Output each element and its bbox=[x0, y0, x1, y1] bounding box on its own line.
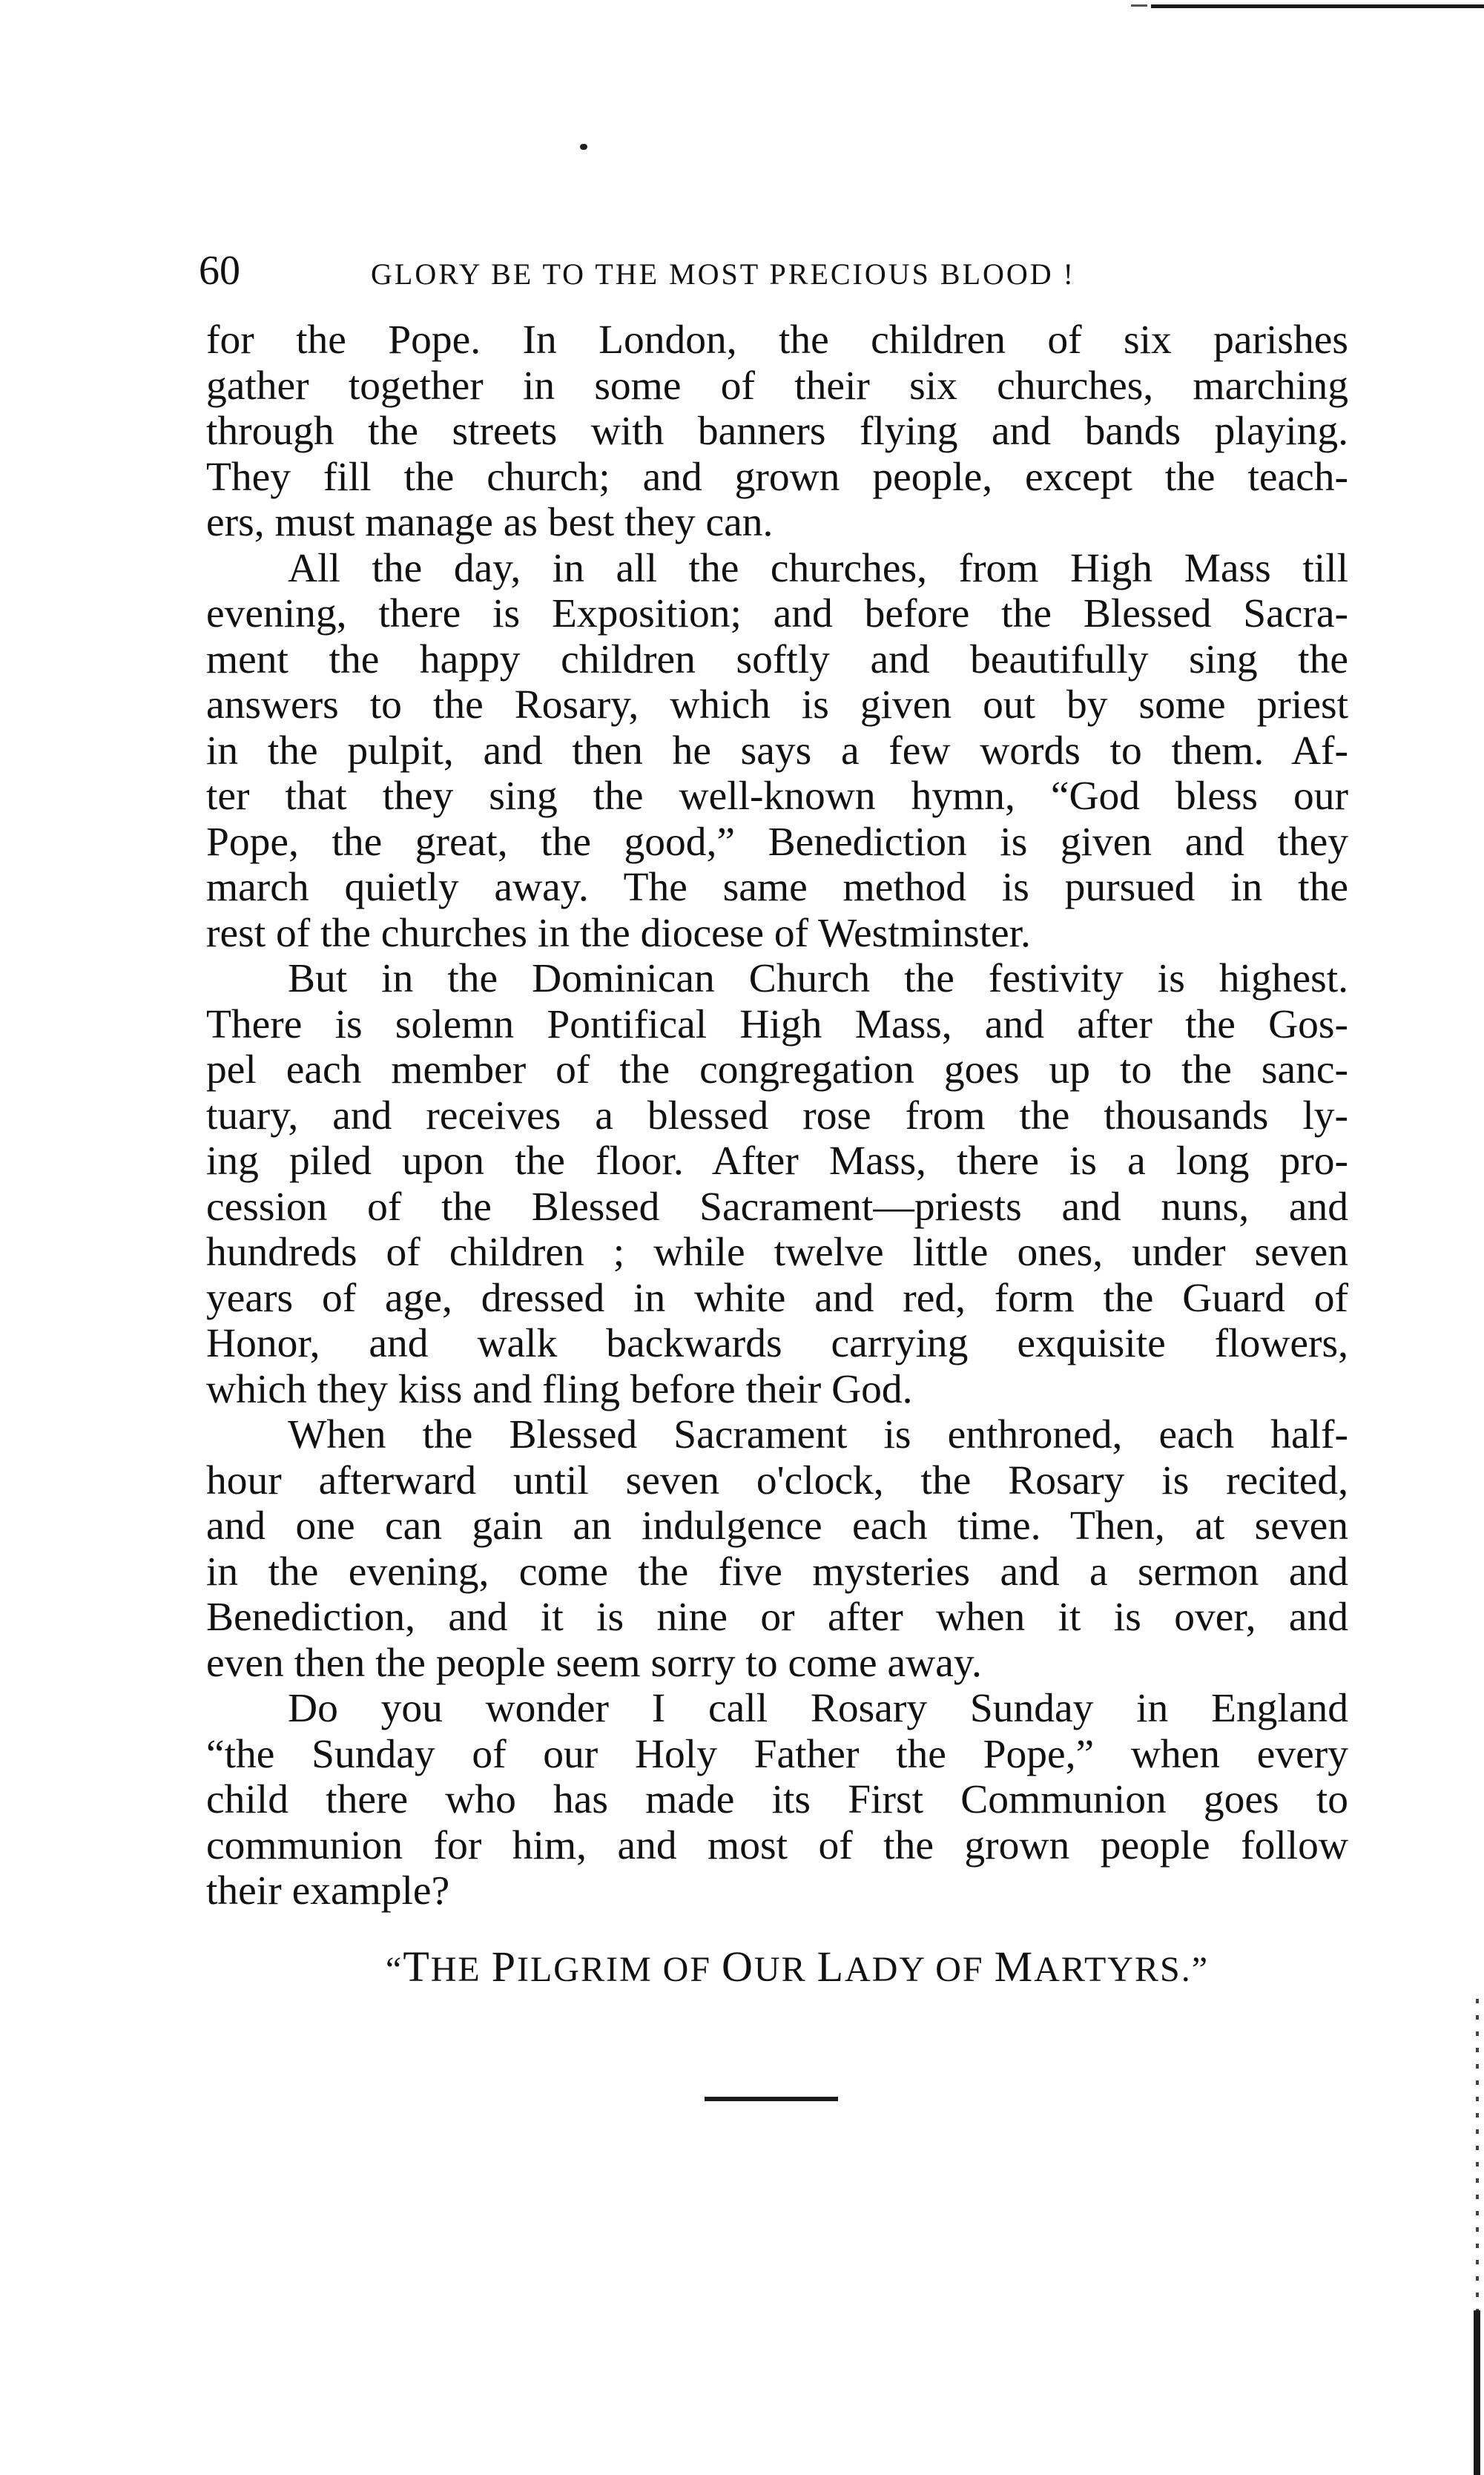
signature-word: ARTYRS bbox=[1034, 1950, 1181, 1989]
text-line: They fill the church; and grown people, except the teach- bbox=[206, 454, 1348, 500]
text-line: ter that they sing the well-known hymn, “God bless our bbox=[206, 774, 1348, 819]
running-title: GLORY BE TO THE MOST PRECIOUS BLOOD ! bbox=[371, 257, 1075, 291]
text-line: pel each member of the congregation goes up to the sanc- bbox=[206, 1047, 1348, 1093]
top-edge-rule bbox=[1151, 4, 1484, 8]
text-line: There is solemn Pontifical High Mass, and after the Gos- bbox=[206, 1001, 1348, 1047]
text-line: which they kiss and fling before their God. bbox=[206, 1366, 913, 1412]
text-line: hour afterward until seven o'clock, the Rosary is recited, bbox=[206, 1457, 1348, 1503]
signature-word: HE bbox=[430, 1950, 481, 1989]
signature-word: OF bbox=[662, 1950, 712, 1989]
signature-open-quote: “ bbox=[386, 1950, 403, 1989]
section-end-rule bbox=[705, 2097, 838, 2101]
page-edge-bar bbox=[1474, 2310, 1480, 2475]
signature-word: OF bbox=[935, 1950, 984, 1989]
signature-initial: T bbox=[403, 1942, 431, 1991]
text-line: answers to the Rosary, which is given out by some priest bbox=[206, 682, 1348, 728]
text-line: Do you wonder I call Rosary Sunday in England bbox=[288, 1686, 1348, 1731]
text-line: gather together in some of their six churches, marching bbox=[206, 363, 1348, 409]
ink-speck bbox=[580, 144, 587, 150]
text-line: ers, must manage as best they can. bbox=[206, 500, 774, 545]
text-line: even then the people seem sorry to come away. bbox=[206, 1640, 982, 1686]
text-line: ment the happy children softly and beautifully sing the bbox=[206, 636, 1348, 682]
signature-initial: L bbox=[817, 1942, 845, 1991]
text-line: But in the Dominican Church the festivity is highest. bbox=[288, 956, 1348, 1001]
text-line: cession of the Blessed Sacrament—priests and nuns, and bbox=[206, 1184, 1348, 1230]
page-edge-dots bbox=[1476, 1999, 1479, 2310]
text-line: “the Sunday of our Holy Father the Pope,” when every bbox=[206, 1731, 1348, 1777]
page-number: 60 bbox=[199, 248, 240, 294]
text-line: their example? bbox=[206, 1868, 450, 1914]
signature-word: UR bbox=[753, 1950, 807, 1989]
signature-close-quote: .” bbox=[1181, 1950, 1209, 1989]
text-line: ing piled upon the floor. After Mass, there is a long pro- bbox=[206, 1138, 1348, 1184]
text-line: for the Pope. In London, the children of six parishes bbox=[206, 317, 1348, 363]
text-line: tuary, and receives a blessed rose from the thousands ly- bbox=[206, 1093, 1348, 1138]
signature-word: ILGRIM bbox=[517, 1950, 653, 1989]
signature-initial: M bbox=[994, 1942, 1035, 1991]
signature-word: ADY bbox=[845, 1950, 926, 1989]
text-line: in the pulpit, and then he says a few words to them. Af- bbox=[206, 728, 1348, 774]
text-line: rest of the churches in the diocese of Westminster. bbox=[206, 910, 1031, 956]
body-text bbox=[206, 317, 1348, 1914]
top-edge-dash bbox=[1131, 4, 1147, 7]
text-line: child there who has made its First Communion goes to bbox=[206, 1777, 1348, 1822]
text-line: through the streets with banners flying and bands playing. bbox=[206, 409, 1348, 454]
text-line: All the day, in all the churches, from High Mass till bbox=[288, 545, 1348, 591]
text-line: Pope, the great, the good,” Benediction is given and they bbox=[206, 819, 1348, 865]
running-head bbox=[199, 245, 1207, 297]
text-line: hundreds of children ; while twelve little ones, under seven bbox=[206, 1230, 1348, 1275]
signature-initial: P bbox=[491, 1942, 517, 1991]
signature-initial: O bbox=[722, 1942, 754, 1991]
text-line: years of age, dressed in white and red, form the Guard of bbox=[206, 1275, 1348, 1321]
text-line: When the Blessed Sacrament is enthroned, each half- bbox=[288, 1412, 1348, 1457]
text-line: Honor, and walk backwards carrying exquisite flowers, bbox=[206, 1321, 1348, 1366]
text-line: in the evening, come the five mysteries and a sermon and bbox=[206, 1549, 1348, 1595]
text-line: communion for him, and most of the grown people follow bbox=[206, 1822, 1348, 1868]
text-line: march quietly away. The same method is pursued in the bbox=[206, 865, 1348, 910]
text-line: evening, there is Exposition; and before the Blessed Sacra- bbox=[206, 591, 1348, 636]
text-line: Benediction, and it is nine or after when it is over, and bbox=[206, 1595, 1348, 1640]
signature bbox=[386, 1942, 1209, 1992]
text-line: and one can gain an indulgence each time. Then, at seven bbox=[206, 1503, 1348, 1549]
